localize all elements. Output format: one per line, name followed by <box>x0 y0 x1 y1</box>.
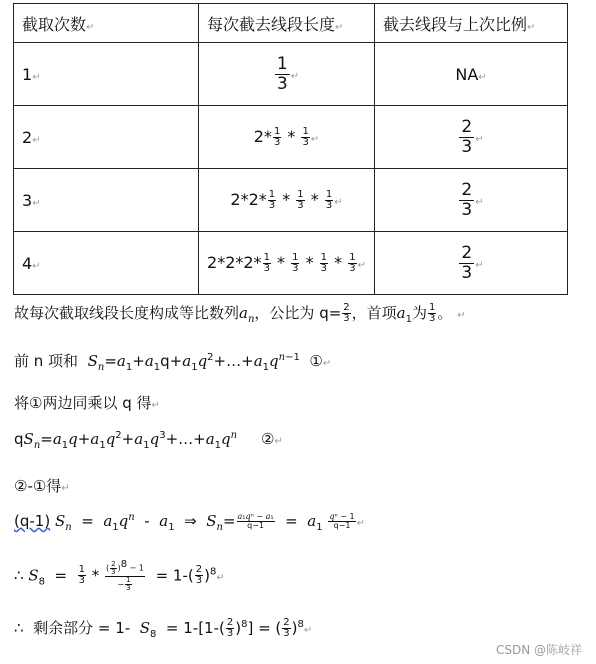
row3-length: 2*2* $\frac{1}{3}$ * $\frac{1}{3}$ * $\frac{1}{3}$ ↵ <box>199 169 375 232</box>
table-row <box>14 232 568 295</box>
paragraph-geometric-sequence: 故每次截取线段长度构成等比数列$a_n$，公比为 q= $\frac{2}{3}$ ，首项$a_1$为 $\frac{1}{3}$ 。 ↵ <box>14 302 466 325</box>
table-row <box>14 106 568 169</box>
row1-ratio: NA↵ <box>375 43 568 106</box>
paragraph-remainder: ∴ 剩余部分 = 1- $S_8 = 1-[1-$( $\frac{2}{3}$ )$^8$] = ( $\frac{2}{3}$ )$^8$↵ <box>14 617 313 640</box>
paragraph-multiply: 将①两边同乘以 q 得↵ <box>14 394 160 412</box>
row4-length: 2*2*2* $\frac{1}{3}$ * $\frac{1}{3}$ * $\frac{1}{3}$ * $\frac{1}{3}$ ↵ <box>199 232 375 295</box>
paragraph-subtract: ②-①得↵ <box>14 477 70 495</box>
table-row <box>14 43 568 106</box>
table-header-row <box>14 4 568 43</box>
table <box>13 3 568 295</box>
row4-ratio: $\frac{2}{3}$ ↵ <box>375 232 568 295</box>
row1-length: $\frac{1}{3}$ ↵ <box>199 43 375 106</box>
header-ratio: 截去线段与上次比例↵ <box>375 4 568 43</box>
row2-length: 2* $\frac{1}{3}$ * $\frac{1}{3}$ ↵ <box>199 106 375 169</box>
paragraph-s8: ∴ $S_8$ = $\frac{1}{3}$ * ( $\frac{2}{3}$ )$^8$ − 1 − $\frac{1}{3}$ = 1-( $\frac{2}{3}$ )$^8$↵ <box>14 559 225 592</box>
row2-count: 2↵ <box>14 106 199 169</box>
paragraph-derivation: (q-1) $S_n = a_1q^n - a_1$ ⇒ $S_n=$ $\frac{\text{a₁qⁿ − a₁}}{q-1}$ = $a_1$ $\frac{\text{qⁿ − 1}}{q-1}$ ↵ <box>14 512 365 533</box>
header-length: 每次截去线段长度↵ <box>199 4 375 43</box>
watermark: CSDN @陈岐祥 <box>495 643 582 657</box>
row1-count: 1↵ <box>14 43 199 106</box>
paragraph-sum-formula: 前 n 项和 $S_n=a_1+a_1q+a_1q^2+\dots+a_1q^{n-1}$ ①↵ <box>14 352 332 373</box>
paragraph-q-sum: $qS_n=a_1q+a_1q^2+a_1q^3+\dots+a_1q^n$ ②↵ <box>14 430 283 451</box>
row3-count: 3↵ <box>14 169 199 232</box>
table-row <box>14 169 568 232</box>
row2-ratio: $\frac{2}{3}$ ↵ <box>375 106 568 169</box>
row4-count: 4↵ <box>14 232 199 295</box>
header-count: 截取次数↵ <box>14 4 199 43</box>
row3-ratio: $\frac{2}{3}$ ↵ <box>375 169 568 232</box>
